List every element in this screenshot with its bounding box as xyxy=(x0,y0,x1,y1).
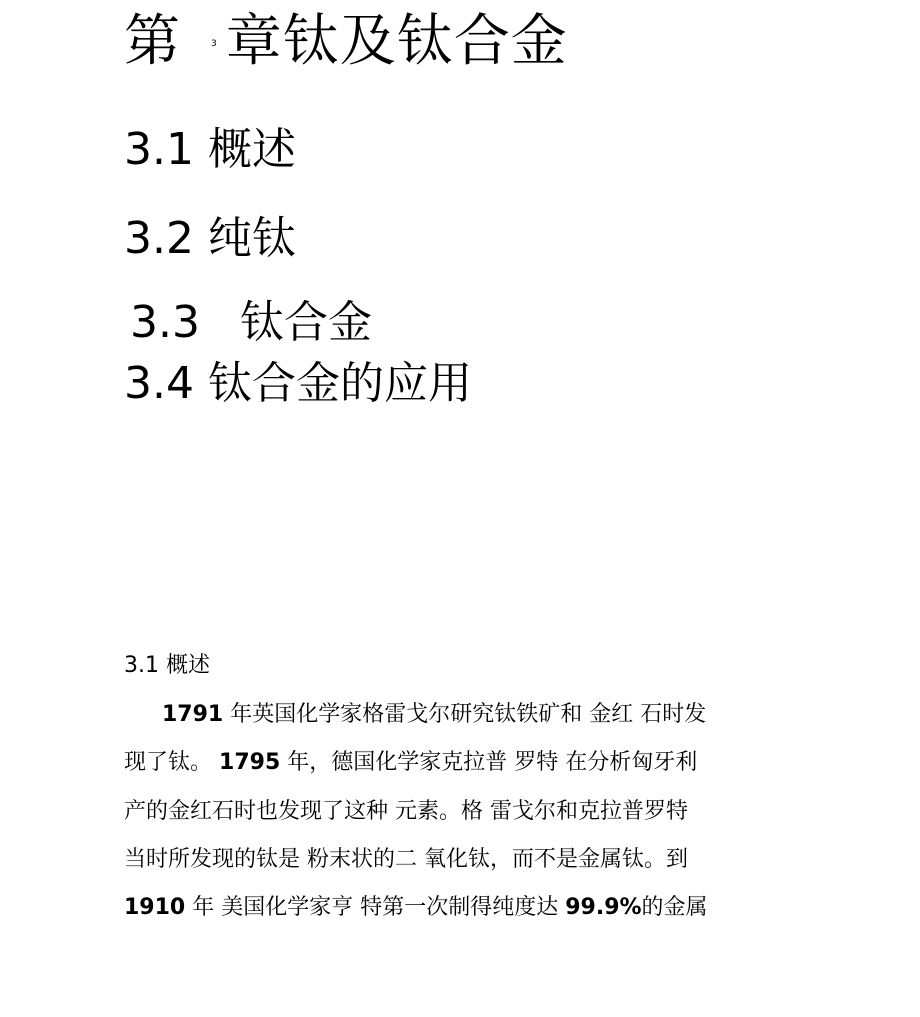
body-text-line: 1791 年英国化学家格雷戈尔研究钛铁矿和 金红 石时发 xyxy=(162,702,707,727)
toc-item-3-3 xyxy=(130,295,372,351)
section-heading: 3.1 概述 xyxy=(124,653,210,678)
toc-item-3-4 xyxy=(124,356,472,412)
year: 1791 xyxy=(162,702,224,727)
toc-number: 3.4 xyxy=(124,358,194,409)
toc-label: 钛合金的应用 xyxy=(207,358,472,409)
body-text-line: 当时所发现的钛是 粉末状的二 氧化钛，而不是金属钛。到 xyxy=(124,847,688,872)
toc-label: 钛合金 xyxy=(239,297,372,348)
year: 1795 xyxy=(219,750,281,775)
chapter-title-suffix: 章钛及钛合金 xyxy=(225,9,568,74)
toc-number: 3.2 xyxy=(124,213,194,264)
body-text-line: 1910 年 美国化学家亨 特第一次制得纯度达 99.9%的金属 xyxy=(124,895,708,920)
chapter-title-prefix: 第 xyxy=(124,9,181,74)
toc-label: 概述 xyxy=(207,124,296,175)
toc-label: 纯钛 xyxy=(207,213,296,264)
chapter-number: 3 xyxy=(211,39,218,50)
toc-number: 3.3 xyxy=(130,297,200,348)
purity-value: 99.9% xyxy=(565,895,642,920)
toc-number: 3.1 xyxy=(124,124,194,175)
year: 1910 xyxy=(124,895,186,920)
body-text-line: 产的金红石时也发现了这种 元素。格 雷戈尔和克拉普罗特 xyxy=(124,799,688,824)
chapter-title xyxy=(124,2,568,82)
body-text-line: 现了钛。 1795 年，德国化学家克拉普 罗特 在分析匈牙利 xyxy=(124,750,698,775)
toc-item-3-2 xyxy=(124,211,296,267)
toc-item-3-1 xyxy=(124,122,296,178)
